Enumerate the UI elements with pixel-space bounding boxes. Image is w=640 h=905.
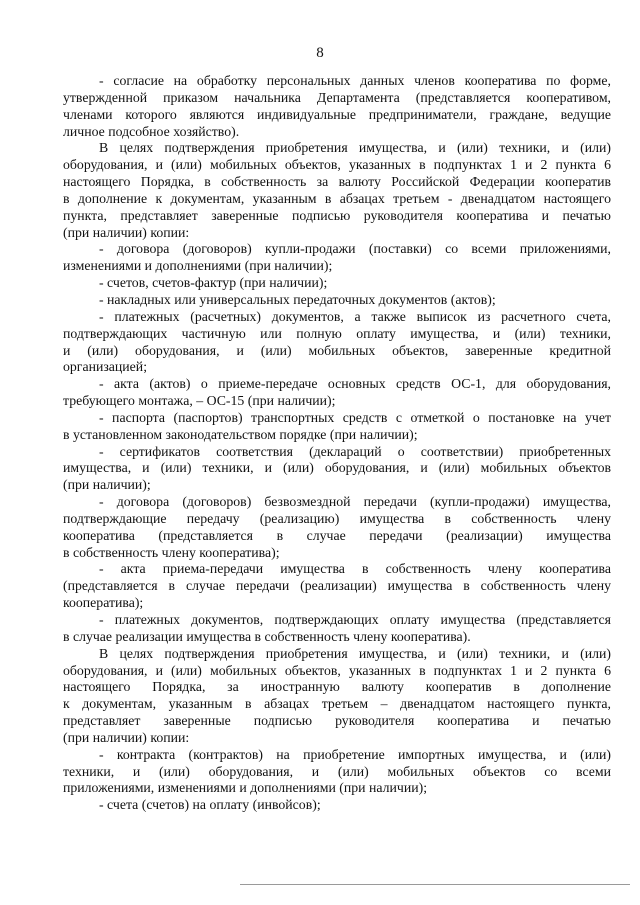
text-line: в случае реализации имущества в собственность члену кооператива).: [63, 628, 471, 644]
paragraph: [63, 747, 611, 798]
text-line: (при наличии) копии:: [63, 224, 190, 240]
footer-rule: [240, 884, 630, 885]
paragraph: [63, 309, 611, 376]
text-line: требующего монтажа, – ОС-15 (при наличии);: [63, 393, 336, 409]
text-line: и (или) оборудования, и (или) мобильных объектов, заверенные кредитной: [63, 342, 611, 358]
paragraph: [63, 140, 611, 241]
text-line: оборудования, и (или) мобильных объектов, указанных в подпунктах 1 и 2 пункта 6: [63, 157, 611, 173]
text-line: - платежных документов, подтверждающих оплату имущества (представляется: [99, 612, 611, 627]
text-line: представляет заверенные подписью руководителя кооператива и печатью: [63, 713, 611, 729]
text-line: (при наличии);: [63, 477, 151, 493]
text-line: техники, и (или) оборудования, и (или) мобильных объектов со всеми: [63, 763, 611, 779]
text-line: В целях подтверждения приобретения имущества, и (или) техники, и (или): [99, 645, 611, 661]
paragraph: [63, 646, 611, 747]
paragraph: [63, 292, 611, 309]
text-line: организацией;: [63, 359, 148, 375]
text-line: - акта приема-передачи имущества в собственность члену кооператива: [99, 561, 611, 577]
text-line: - договора (договоров) безвозмездной передачи (купли-продажи) имущества,: [99, 494, 611, 510]
text-line: - платежных (расчетных) документов, а также выписок из расчетного счета,: [99, 308, 611, 324]
text-line: - паспорта (паспортов) транспортных средств с отметкой о постановке на учет: [99, 409, 611, 425]
text-line: кооператива);: [63, 595, 144, 611]
document-body: [63, 73, 611, 814]
text-line: утвержденной приказом начальника Департамента (представляется кооперативом,: [63, 89, 611, 105]
text-line: - счета (счетов) на оплату (инвойсов);: [99, 797, 321, 813]
text-line: личное подсобное хозяйство).: [63, 123, 240, 139]
text-line: (при наличии) копии:: [63, 729, 190, 745]
text-line: - договора (договоров) купли-продажи (поставки) со всеми приложениями,: [99, 241, 611, 257]
paragraph: [63, 376, 611, 410]
text-line: в дополнение к документам, указанным в абзацах третьем - двенадцатом настоящего: [63, 190, 611, 206]
text-line: подтверждающие передачу (реализацию) имущества в собственность члену: [63, 510, 611, 526]
text-line: пункта, представляет заверенные подписью руководителя кооператива и печатью: [63, 207, 611, 223]
text-line: В целях подтверждения приобретения имущества, и (или) техники, и (или): [99, 140, 611, 156]
text-line: к документам, указанным в абзацах третьем – двенадцатом настоящего пункта,: [63, 696, 611, 712]
text-line: в установленном законодательством порядке (при наличии);: [63, 426, 418, 442]
paragraph: [63, 561, 611, 612]
text-line: (представляется в случае передачи (реализации) имущества в собственность члену: [63, 578, 611, 594]
text-line: настоящего Порядка, за иностранную валюту кооператив в дополнение: [63, 679, 611, 695]
paragraph: [63, 73, 611, 140]
text-line: - накладных или универсальных передаточных документов (актов);: [99, 291, 496, 307]
text-line: - акта (актов) о приеме-передаче основных средств ОС-1, для оборудования,: [99, 376, 611, 392]
paragraph: [63, 494, 611, 561]
text-line: в собственность члену кооператива);: [63, 544, 280, 560]
paragraph: [63, 444, 611, 495]
text-line: изменениями и дополнениями (при наличии);: [63, 258, 333, 274]
text-line: - сертификатов соответствия (деклараций о соответствии) приобретенных: [99, 443, 611, 459]
text-line: оборудования, и (или) мобильных объектов, указанных в подпунктах 1 и 2 пункта 6: [63, 662, 611, 678]
text-line: кооператива (представляется в случае передачи (реализации) имущества: [63, 527, 611, 543]
text-line: подтверждающих частичную или полную оплату имущества, и (или) техники,: [63, 325, 611, 341]
page-number: 8: [316, 45, 324, 61]
paragraph: [63, 612, 611, 646]
text-line: приложениями, изменениями и дополнениями (при наличии);: [63, 780, 428, 796]
text-line: - контракта (контрактов) на приобретение импортных имущества, и (или): [99, 746, 611, 762]
text-line: имущества, и (или) техники, и (или) оборудования, и (или) мобильных объектов: [63, 460, 611, 476]
paragraph: [63, 241, 611, 275]
text-line: - счетов, счетов-фактур (при наличии);: [99, 275, 328, 291]
paragraph: [63, 275, 611, 292]
text-line: членами которого являются индивидуальные предприниматели, граждане, ведущие: [63, 106, 611, 122]
paragraph: [63, 797, 611, 814]
text-line: - согласие на обработку персональных данных членов кооператива по форме,: [99, 73, 611, 88]
paragraph: [63, 410, 611, 444]
text-line: настоящего Порядка, в собственность за валюту Российской Федерации кооператив: [63, 174, 611, 190]
